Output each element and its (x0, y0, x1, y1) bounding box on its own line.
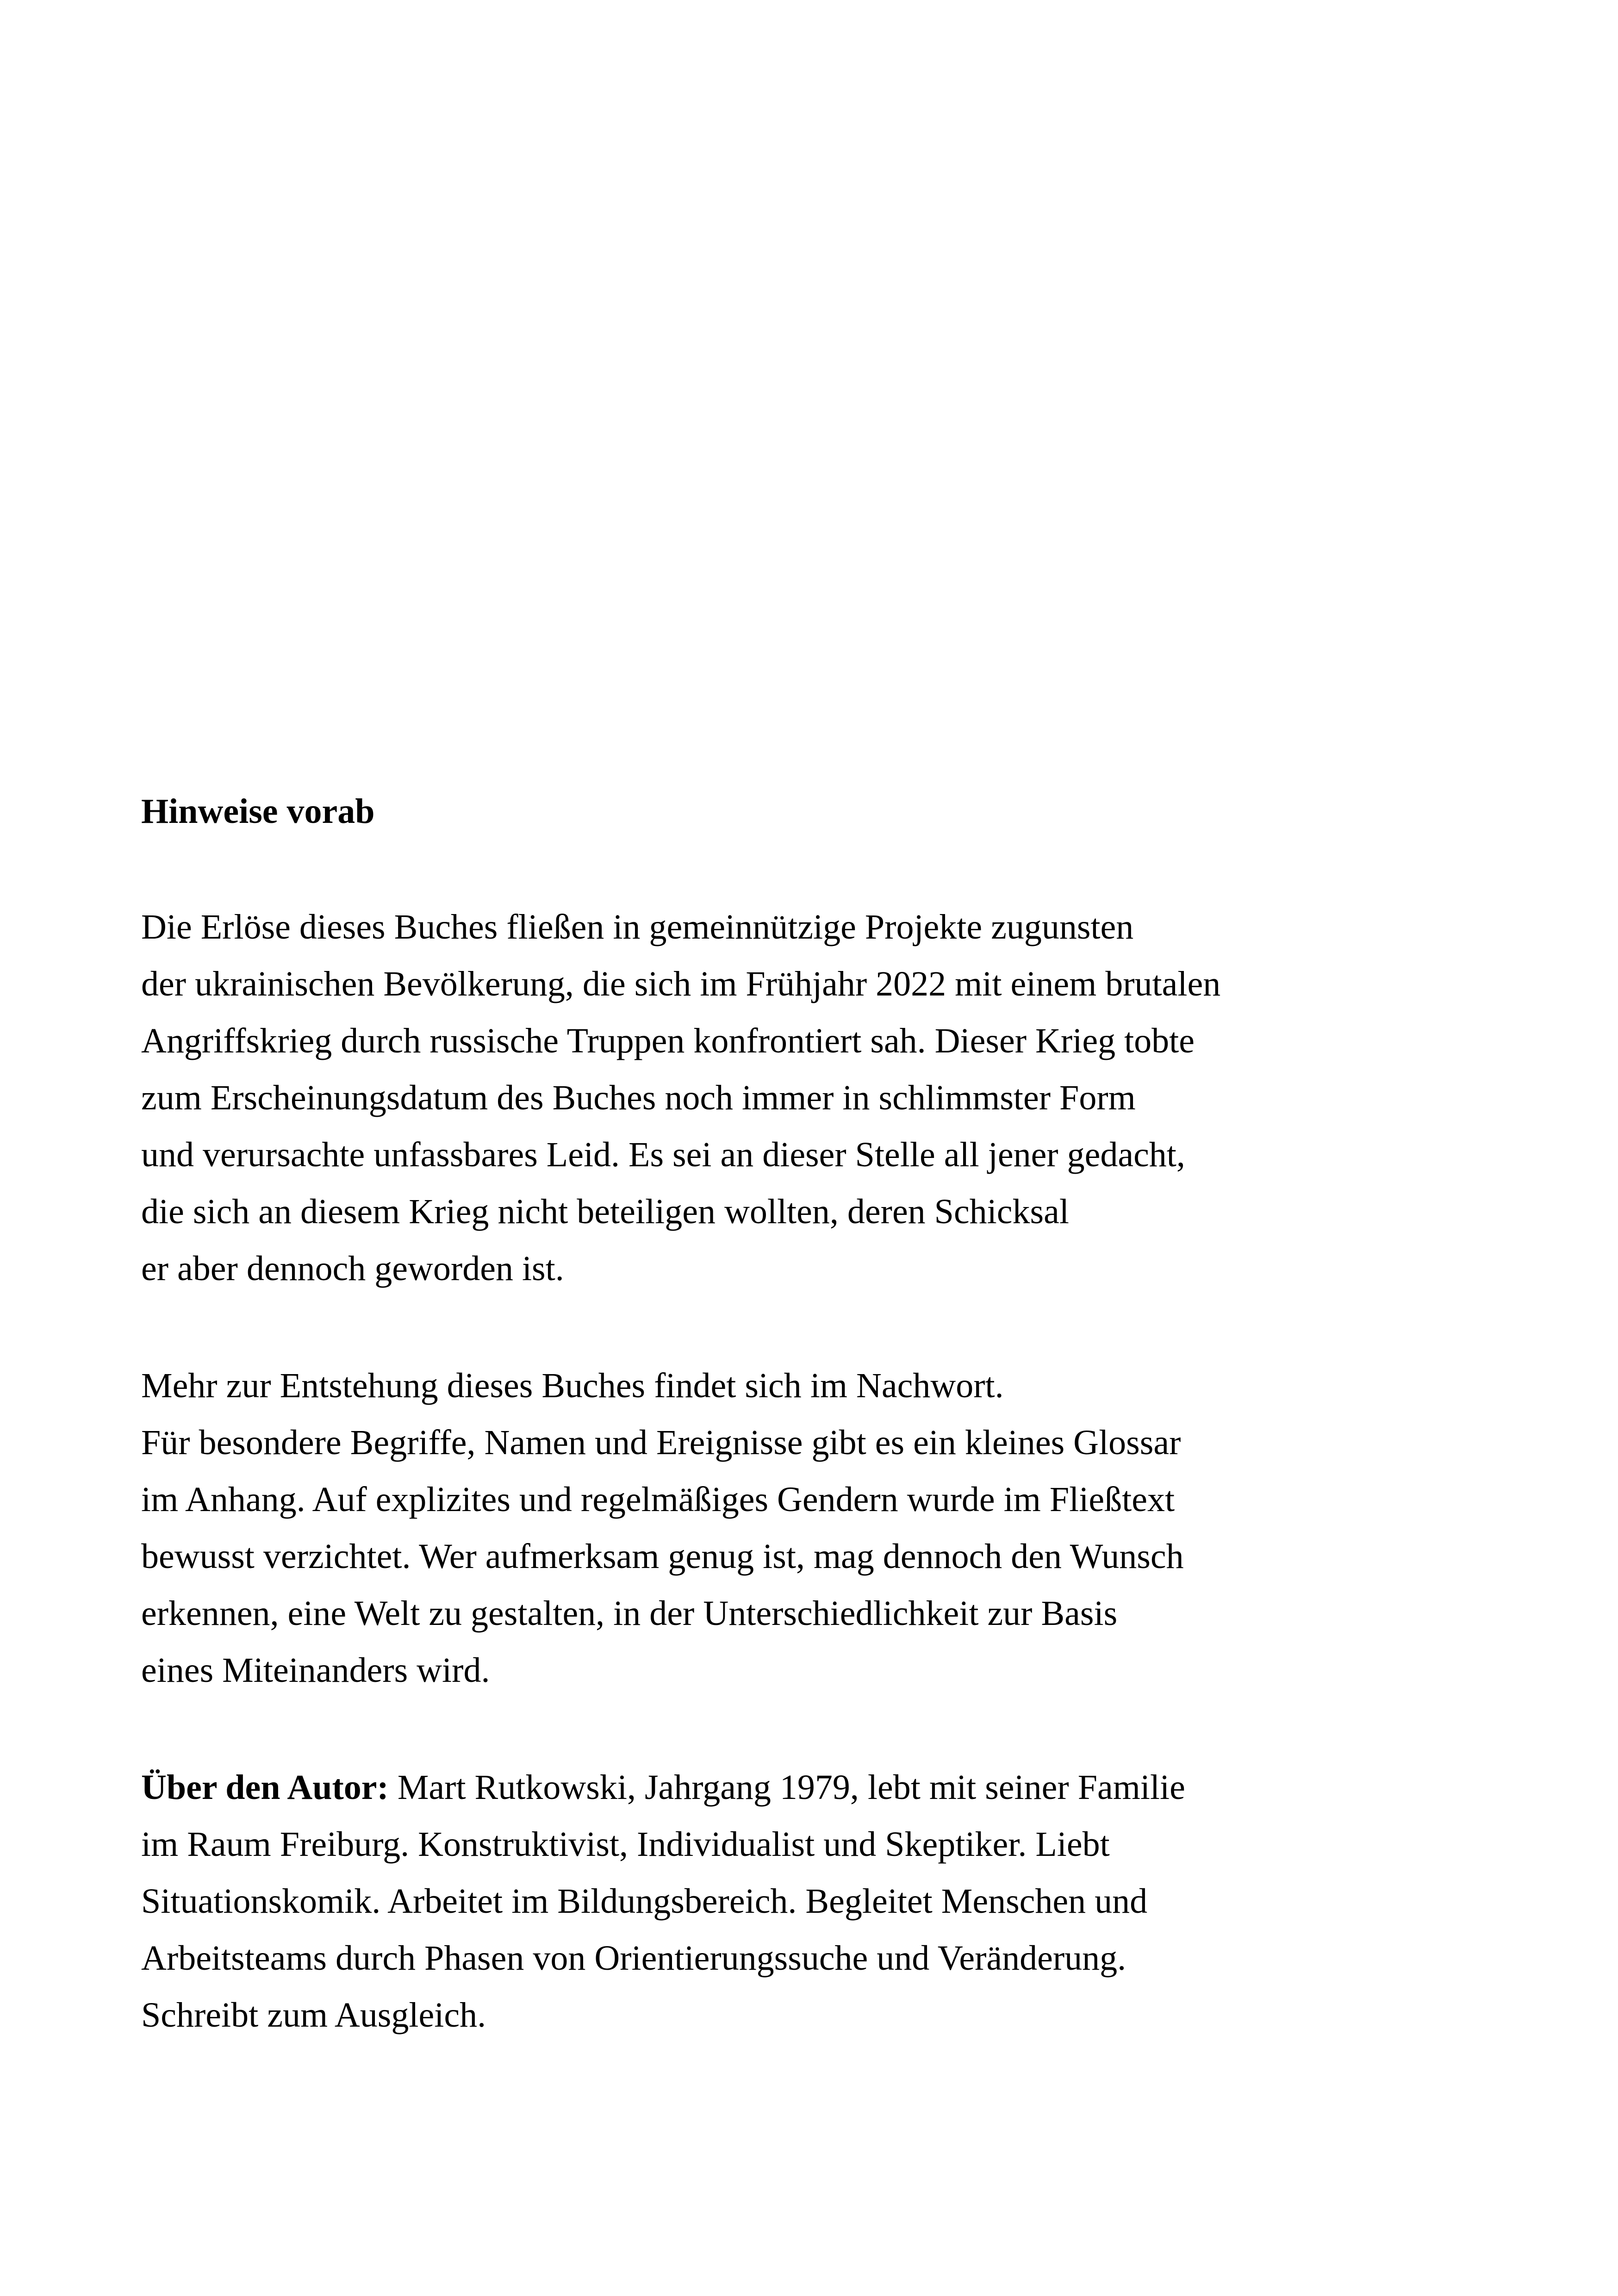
text-line: und verursachte unfassbares Leid. Es sei an dieser Stelle all jener gedacht, (141, 1135, 1185, 1174)
text-line: Mehr zur Entstehung dieses Buches findet sich im Nachwort. (141, 1366, 1004, 1405)
text-line: eines Miteinanders wird. (141, 1651, 490, 1690)
text-line: die sich an diesem Krieg nicht beteiligen wollten, deren Schicksal (141, 1192, 1069, 1231)
about-author-line1-rest: Mart Rutkowski, Jahrgang 1979, lebt mit seiner Familie (388, 1768, 1185, 1807)
about-author-label: Über den Autor: (141, 1768, 389, 1807)
text-line: bewusst verzichtet. Wer aufmerksam genug ist, mag dennoch den Wunsch (141, 1537, 1184, 1576)
text-line: zum Erscheinungsdatum des Buches noch immer in schlimmster Form (141, 1078, 1136, 1117)
text-line: Für besondere Begriffe, Namen und Ereignisse gibt es ein kleines Glossar (141, 1423, 1181, 1462)
text-line: der ukrainischen Bevölkerung, die sich im Frühjahr 2022 mit einem brutalen (141, 964, 1221, 1003)
text-line: er aber dennoch geworden ist. (141, 1249, 564, 1288)
text-line: im Anhang. Auf explizites und regelmäßiges Gendern wurde im Fließtext (141, 1480, 1175, 1519)
paragraph-donation (141, 899, 1483, 1297)
text-line: im Raum Freiburg. Konstruktivist, Individualist und Skeptiker. Liebt (141, 1825, 1110, 1864)
text-line: erkennen, eine Welt zu gestalten, in der Unterschiedlichkeit zur Basis (141, 1594, 1118, 1633)
text-line: Situationskomik. Arbeitet im Bildungsbereich. Begleitet Menschen und (141, 1882, 1148, 1921)
text-line: Die Erlöse dieses Buches fließen in gemeinnützige Projekte zugunsten (141, 908, 1134, 946)
paragraph-about-author (141, 1759, 1483, 2044)
section-heading: Hinweise vorab (141, 792, 375, 831)
text-line: Angriffskrieg durch russische Truppen konfrontiert sah. Dieser Krieg tobte (141, 1021, 1195, 1060)
text-line: Arbeitsteams durch Phasen von Orientierungssuche und Veränderung. (141, 1939, 1126, 1978)
text-line (141, 1759, 1483, 1816)
paragraph-notes (141, 1357, 1483, 1699)
text-block (141, 783, 1483, 2044)
text-line: Schreibt zum Ausgleich. (141, 1996, 486, 2035)
